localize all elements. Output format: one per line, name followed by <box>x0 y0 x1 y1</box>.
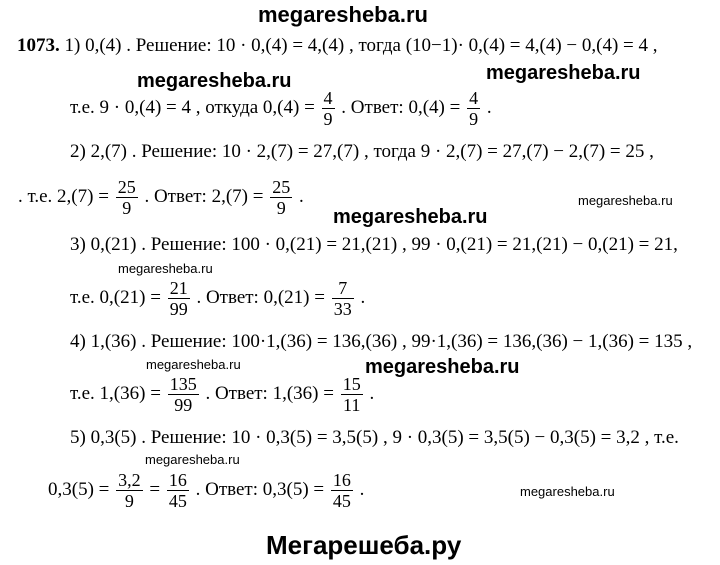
solution-5-line-2 <box>48 470 364 511</box>
numerator: 16 <box>168 470 187 490</box>
solution-text: . Ответ: 0,3(5) = <box>195 478 325 500</box>
watermark: megaresheba.ru <box>333 206 488 228</box>
fraction <box>332 278 354 319</box>
denominator: 45 <box>168 491 187 511</box>
solution-text: . <box>369 382 375 404</box>
denominator: 99 <box>169 299 188 319</box>
solution-text: . <box>486 96 492 118</box>
solution-text: . т.е. 2,(7) = <box>18 185 109 207</box>
fraction <box>270 177 292 218</box>
solution-2-line-1 <box>70 140 654 164</box>
solution-text: 1) 0,(4) . Решение: 10 · 0,(4) = 4,(4) , тогда (10−1)· 0,(4) = 4,(4) − 0,(4) = 4 , <box>64 35 658 56</box>
denominator: 33 <box>333 299 352 319</box>
fraction <box>168 374 199 415</box>
solution-text: . <box>298 185 304 207</box>
solution-1-line-2 <box>70 88 492 129</box>
solution-text: 0,3(5) = <box>48 478 110 500</box>
solution-text: . <box>359 478 365 500</box>
solution-text: т.е. 9 · 0,(4) = 4 , откуда 0,(4) = <box>70 96 315 118</box>
fraction <box>467 88 480 129</box>
solution-text: . Ответ: 2,(7) = <box>144 185 264 207</box>
numerator: 4 <box>469 88 479 108</box>
fraction <box>168 278 190 319</box>
numerator: 16 <box>332 470 351 490</box>
solution-4-line-1 <box>70 330 692 354</box>
solution-text: = <box>149 478 161 500</box>
watermark-bottom: Мегарешеба.ру <box>266 530 462 560</box>
numerator: 135 <box>169 374 197 394</box>
denominator: 9 <box>323 109 333 129</box>
fraction <box>341 374 363 415</box>
solution-text: 5) 0,3(5) . Решение: 10 · 0,3(5) = 3,5(5) , 9 · 0,3(5) = 3,5(5) − 0,3(5) = 3,2 , т.е. <box>70 427 679 448</box>
fraction <box>322 88 335 129</box>
solution-text: 2) 2,(7) . Решение: 10 · 2,(7) = 27,(7) , тогда 9 · 2,(7) = 27,(7) − 2,(7) = 25 , <box>70 141 654 162</box>
solution-3-line-2 <box>70 278 365 319</box>
solution-text: . <box>360 286 366 308</box>
fraction <box>167 470 189 511</box>
watermark: megaresheba.ru <box>146 357 241 372</box>
denominator: 99 <box>174 395 193 415</box>
solution-3-line-1 <box>70 233 678 257</box>
watermark: megaresheba.ru <box>137 70 292 92</box>
numerator: 21 <box>169 278 188 298</box>
solution-1-line-1 <box>17 34 658 58</box>
watermark: megaresheba.ru <box>486 62 641 84</box>
numerator: 25 <box>272 177 291 197</box>
watermark: megaresheba.ru <box>145 452 240 467</box>
denominator: 9 <box>122 198 132 218</box>
watermark: megaresheba.ru <box>578 193 673 208</box>
numerator: 15 <box>342 374 361 394</box>
solution-2-line-2 <box>18 177 304 218</box>
watermark: megaresheba.ru <box>365 356 520 378</box>
solution-5-line-1 <box>70 426 679 450</box>
denominator: 11 <box>343 395 361 415</box>
denominator: 9 <box>276 198 286 218</box>
fraction <box>116 177 138 218</box>
numerator: 25 <box>117 177 136 197</box>
denominator: 9 <box>124 491 134 511</box>
fraction <box>331 470 353 511</box>
solution-text: . Ответ: 0,(4) = <box>341 96 461 118</box>
denominator: 9 <box>469 109 479 129</box>
watermark-top: megaresheba.ru <box>258 2 428 27</box>
denominator: 45 <box>332 491 351 511</box>
numerator: 4 <box>323 88 333 108</box>
watermark: megaresheba.ru <box>118 261 213 276</box>
solution-text: т.е. 0,(21) = <box>70 286 161 308</box>
solution-text: . Ответ: 0,(21) = <box>196 286 325 308</box>
fraction <box>116 470 143 511</box>
solution-text: т.е. 1,(36) = <box>70 382 161 404</box>
problem-number: 1073. <box>17 35 60 56</box>
solution-text: 4) 1,(36) . Решение: 100·1,(36) = 136,(36) , 99·1,(36) = 136,(36) − 1,(36) = 135 , <box>70 331 693 352</box>
numerator: 3,2 <box>118 470 141 490</box>
numerator: 7 <box>332 278 354 299</box>
solution-text: . Ответ: 1,(36) = <box>205 382 334 404</box>
solution-4-line-2 <box>70 374 374 415</box>
watermark: megaresheba.ru <box>520 484 615 499</box>
solution-text: 3) 0,(21) . Решение: 100 · 0,(21) = 21,(21) , 99 · 0,(21) = 21,(21) − 0,(21) = 21, <box>70 234 678 255</box>
